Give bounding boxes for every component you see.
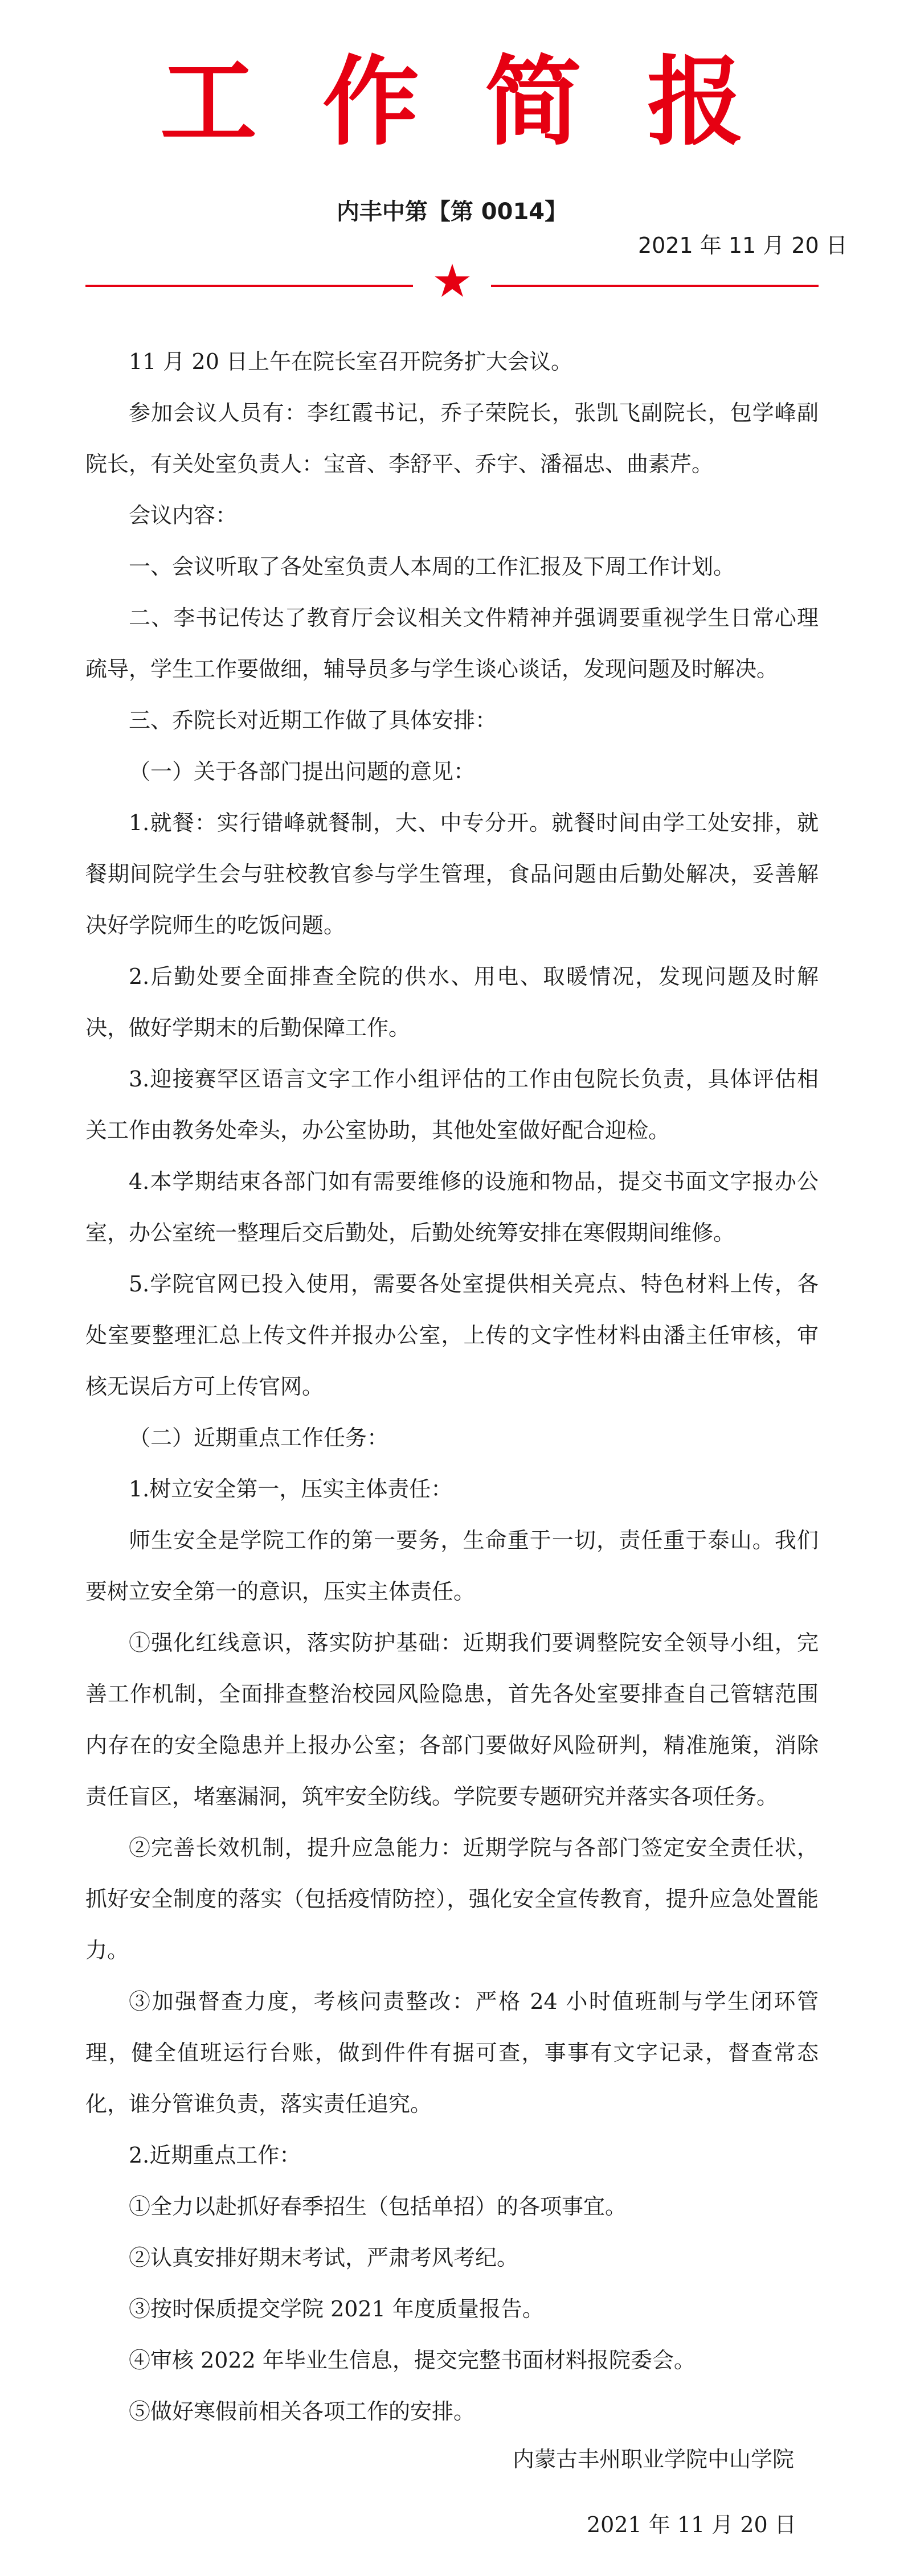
paragraph-meeting-time: 11 月 20 日上午在院长室召开院务扩大会议。: [129, 349, 572, 374]
paragraph-safety-heading: 1.树立安全第一，压实主体责任：: [129, 1476, 453, 1502]
paragraph-item-3: 三、乔院长对近期工作做了具体安排：: [129, 708, 497, 733]
report-body: [85, 336, 819, 2437]
masthead-title: 工作简报: [159, 46, 809, 159]
paragraph-key-work-3: ③按时保质提交学院 2021 年度质量报告。: [129, 2296, 544, 2321]
section-heading-2: （二）近期重点工作任务：: [129, 1425, 389, 1450]
paragraph-safety-3: ③加强督查力度，考核问责整改：严格 24 小时值班制与学生闭环管理，健全值班运行台账，做到件件有据可查，事事有文字记录，督查常态化，谁分管谁负责，落实责任追究。: [85, 1989, 819, 2116]
paragraph-maintenance: 4.本学期结束各部门如有需要维修的设施和物品，提交书面文字报办公室，办公室统一整理后交后勤处，后勤处统筹安排在寒假期间维修。: [85, 1169, 819, 1245]
paragraph-safety-2: ②完善长效机制，提升应急能力：近期学院与各部门签定安全责任状，抓好安全制度的落实（包括疫情防控），强化安全宣传教育，提升应急处置能力。: [85, 1835, 819, 1963]
paragraph-website: 5.学院官网已投入使用，需要各处室提供相关亮点、特色材料上传，各处室要整理汇总上传文件并报办公室，上传的文字性材料由潘主任审核，审核无误后方可上传官网。: [85, 1271, 819, 1399]
section-heading-1: （一）关于各部门提出问题的意见：: [129, 759, 476, 784]
paragraph-logistics: 2.后勤处要全面排查全院的供水、用电、取暖情况，发现问题及时解决，做好学期末的后勤保障工作。: [85, 964, 819, 1040]
signature-organization: 内蒙古丰州职业学院中山学院: [513, 2447, 795, 2472]
paragraph-attendees: 参加会议人员有：李红霞书记，乔子荣院长，张凯飞副院长，包学峰副院长，有关处室负责人：宝音、李舒平、乔宇、潘福忠、曲素芹。: [85, 400, 819, 477]
paragraph-key-work-2: ②认真安排好期末考试，严肃考风考纪。: [129, 2245, 519, 2270]
paragraph-key-work-heading: 2.近期重点工作：: [129, 2143, 301, 2168]
paragraph-safety-intro: 师生安全是学院工作的第一要务，生命重于一切，责任重于泰山。我们要树立安全第一的意识，压实主体责任。: [85, 1528, 819, 1604]
star-icon: ★: [432, 255, 473, 307]
paragraph-content-heading: 会议内容：: [129, 503, 238, 528]
red-divider-right: [491, 285, 819, 287]
signature-date: 2021 年 11 月 20 日: [587, 2512, 796, 2537]
paragraph-key-work-1: ①全力以赴抓好春季招生（包括单招）的各项事宜。: [129, 2194, 627, 2219]
paragraph-dining: 1.就餐：实行错峰就餐制，大、中专分开。就餐时间由学工处安排，就餐期间院学生会与驻校教官参与学生管理，食品问题由后勤处解决，妥善解决好学院师生的吃饭问题。: [85, 810, 819, 938]
paragraph-item-2: 二、李书记传达了教育厅会议相关文件精神并强调要重视学生日常心理疏导，学生工作要做细，辅导员多与学生谈心谈话，发现问题及时解决。: [85, 605, 819, 682]
header-date: 2021 年 11 月 20 日: [638, 233, 848, 258]
paragraph-key-work-5: ⑤做好寒假前相关各项工作的安排。: [129, 2399, 476, 2424]
paragraph-item-1: 一、会议听取了各处室负责人本周的工作汇报及下周工作计划。: [129, 554, 735, 579]
paragraph-evaluation: 3.迎接赛罕区语言文字工作小组评估的工作由包院长负责，具体评估相关工作由教务处牵头，办公室协助，其他处室做好配合迎检。: [85, 1067, 819, 1143]
paragraph-safety-1: ①强化红线意识，落实防护基础：近期我们要调整院安全领导小组，完善工作机制，全面排查整治校园风险隐患，首先各处室要排查自己管辖范围内存在的安全隐患并上报办公室；各部门要做好风险研判，精准施策，消除责任盲区，堵塞漏洞，筑牢安全防线。学院要专题研究并落实各项任务。: [85, 1630, 819, 1809]
issue-number: 内丰中第【第 0014】: [336, 199, 568, 225]
red-divider-left: [85, 285, 413, 287]
paragraph-key-work-4: ④审核 2022 年毕业生信息，提交完整书面材料报院委会。: [129, 2348, 696, 2373]
